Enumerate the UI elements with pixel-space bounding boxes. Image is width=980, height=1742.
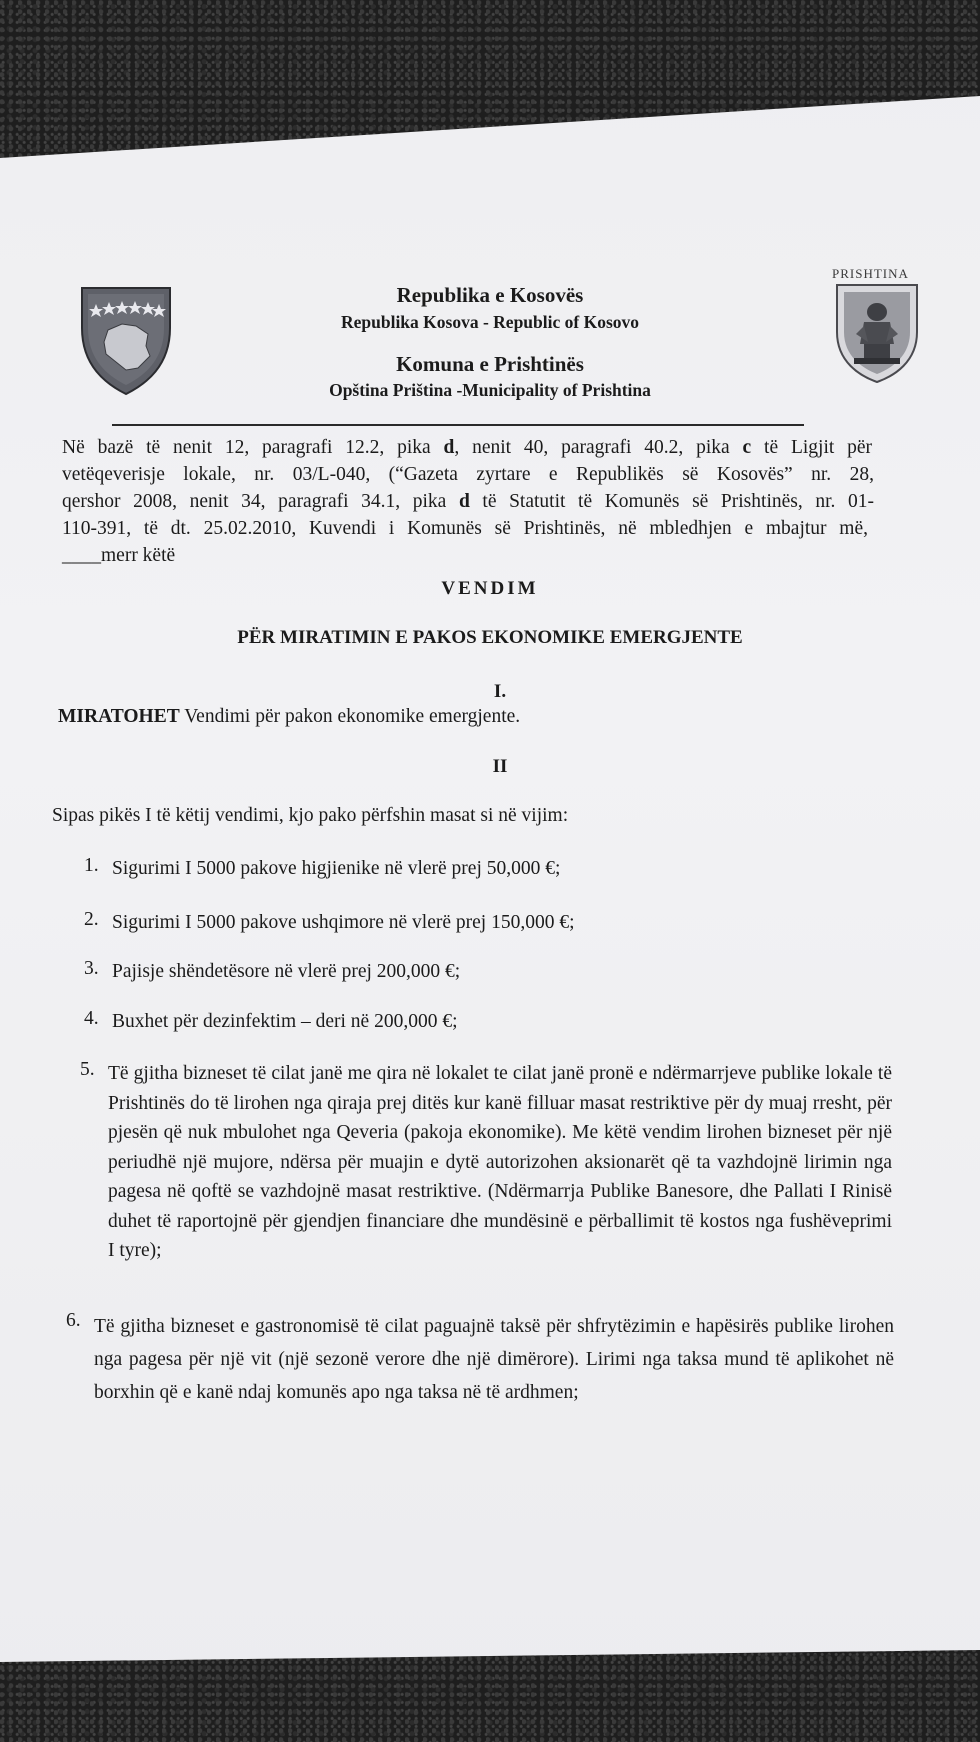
section-1-text: MIRATOHET Vendimi për pakon ekonomike emergjente. [58, 706, 521, 727]
item-6-number: 6. [66, 1310, 81, 1331]
item-2-number: 2. [84, 909, 99, 930]
header-divider [112, 424, 804, 426]
preamble-line-3: qershor 2008, nenit 34, paragrafi 34.1, pika d të Statutit të Komunës së Prishtinës, nr. 01- [62, 491, 874, 512]
item-3-number: 3. [84, 958, 99, 979]
item-6-text: Të gjitha bizneset e gastronomisë të cilat paguajnë taksë për shfrytëzimin e hapësirës publike lirohen nga pagesa për një vit (një sezonë verore dhe një dimërore). Lirimi nga taksa mund të aplikohet në borxhin që e kanë ndaj komunës apo nga taksa në të ardhmen; [94, 1316, 894, 1403]
section-1-number: I. [493, 681, 507, 702]
preamble-line-2: vetëqeverisje lokale, nr. 03/L-040, (“Gazeta zyrtare e Republikës së Kosovës” nr. 28, [62, 464, 874, 485]
item-2-text: Sigurimi I 5000 pakove ushqimore në vlerë prej 150,000 €; [112, 912, 575, 933]
republic-subtitle: Republika Kosova - Republic of Kosovo [340, 312, 640, 332]
item-5-text: Të gjitha bizneset të cilat janë me qira në lokalet te cilat janë pronë e ndërmarrjeve publike lokale të Prishtinës do të lirohen nga qiraja prej ditës kur kanë filluar masat restriktive për dy muaj rresht, për pjesën që nuk mbulohet nga Qeveria (pakoja ekonomike). Me këtë vendim lirohen bizneset për një periudhë një mujore, ndërsa për muajin e dytë autorizohen aksionarët që ta vazhdojnë lirimin nga pagesa në qoftë se vazhdojnë masat restriktive. (Ndërmarrja Publike Banesore, dhe Pallati I Rinisë duhet të raportojnë për gjendjen financiare dhe mundësinë e përballimit të kostos nga fushëveprimi I tyre); [108, 1063, 892, 1261]
preamble-line-4: 110-391, të dt. 25.02.2010, Kuvendi i Komunës së Prishtinës, në mbledhjen e mbajtur më, [62, 518, 868, 539]
item-4-number: 4. [84, 1008, 99, 1029]
republic-title: Republika e Kosovës [396, 283, 584, 307]
seal-label: PRISHTINA [832, 266, 909, 281]
kosovo-coat-of-arms-icon [78, 284, 174, 396]
preamble-line-5: ____merr këtë [62, 545, 176, 566]
prishtina-seal-icon [834, 282, 920, 384]
decision-title: VENDIM [441, 578, 539, 599]
preamble-line-1: Në bazë të nenit 12, paragrafi 12.2, pika d, nenit 40, paragrafi 40.2, pika c të Ligjit për [62, 437, 873, 458]
item-4-text: Buxhet për dezinfektim – deri në 200,000 €; [112, 1011, 458, 1032]
item-3-text: Pajisje shëndetësore në vlerë prej 200,000 €; [112, 961, 461, 982]
decision-subtitle: PËR MIRATIMIN E PAKOS EKONOMIKE EMERGJENTE [237, 627, 743, 648]
section-2-number: II [492, 756, 508, 777]
item-1-number: 1. [84, 855, 99, 876]
section-2-intro: Sipas pikës I të këtij vendimi, kjo pako përfshin masat si në vijim: [52, 805, 569, 826]
municipality-subtitle: Opština Priština -Municipality of Prishtina [329, 380, 651, 400]
item-1-text: Sigurimi I 5000 pakove higjienike në vlerë prej 50,000 €; [112, 858, 561, 879]
municipality-title: Komuna e Prishtinës [396, 352, 584, 376]
item-5-number: 5. [80, 1059, 95, 1080]
